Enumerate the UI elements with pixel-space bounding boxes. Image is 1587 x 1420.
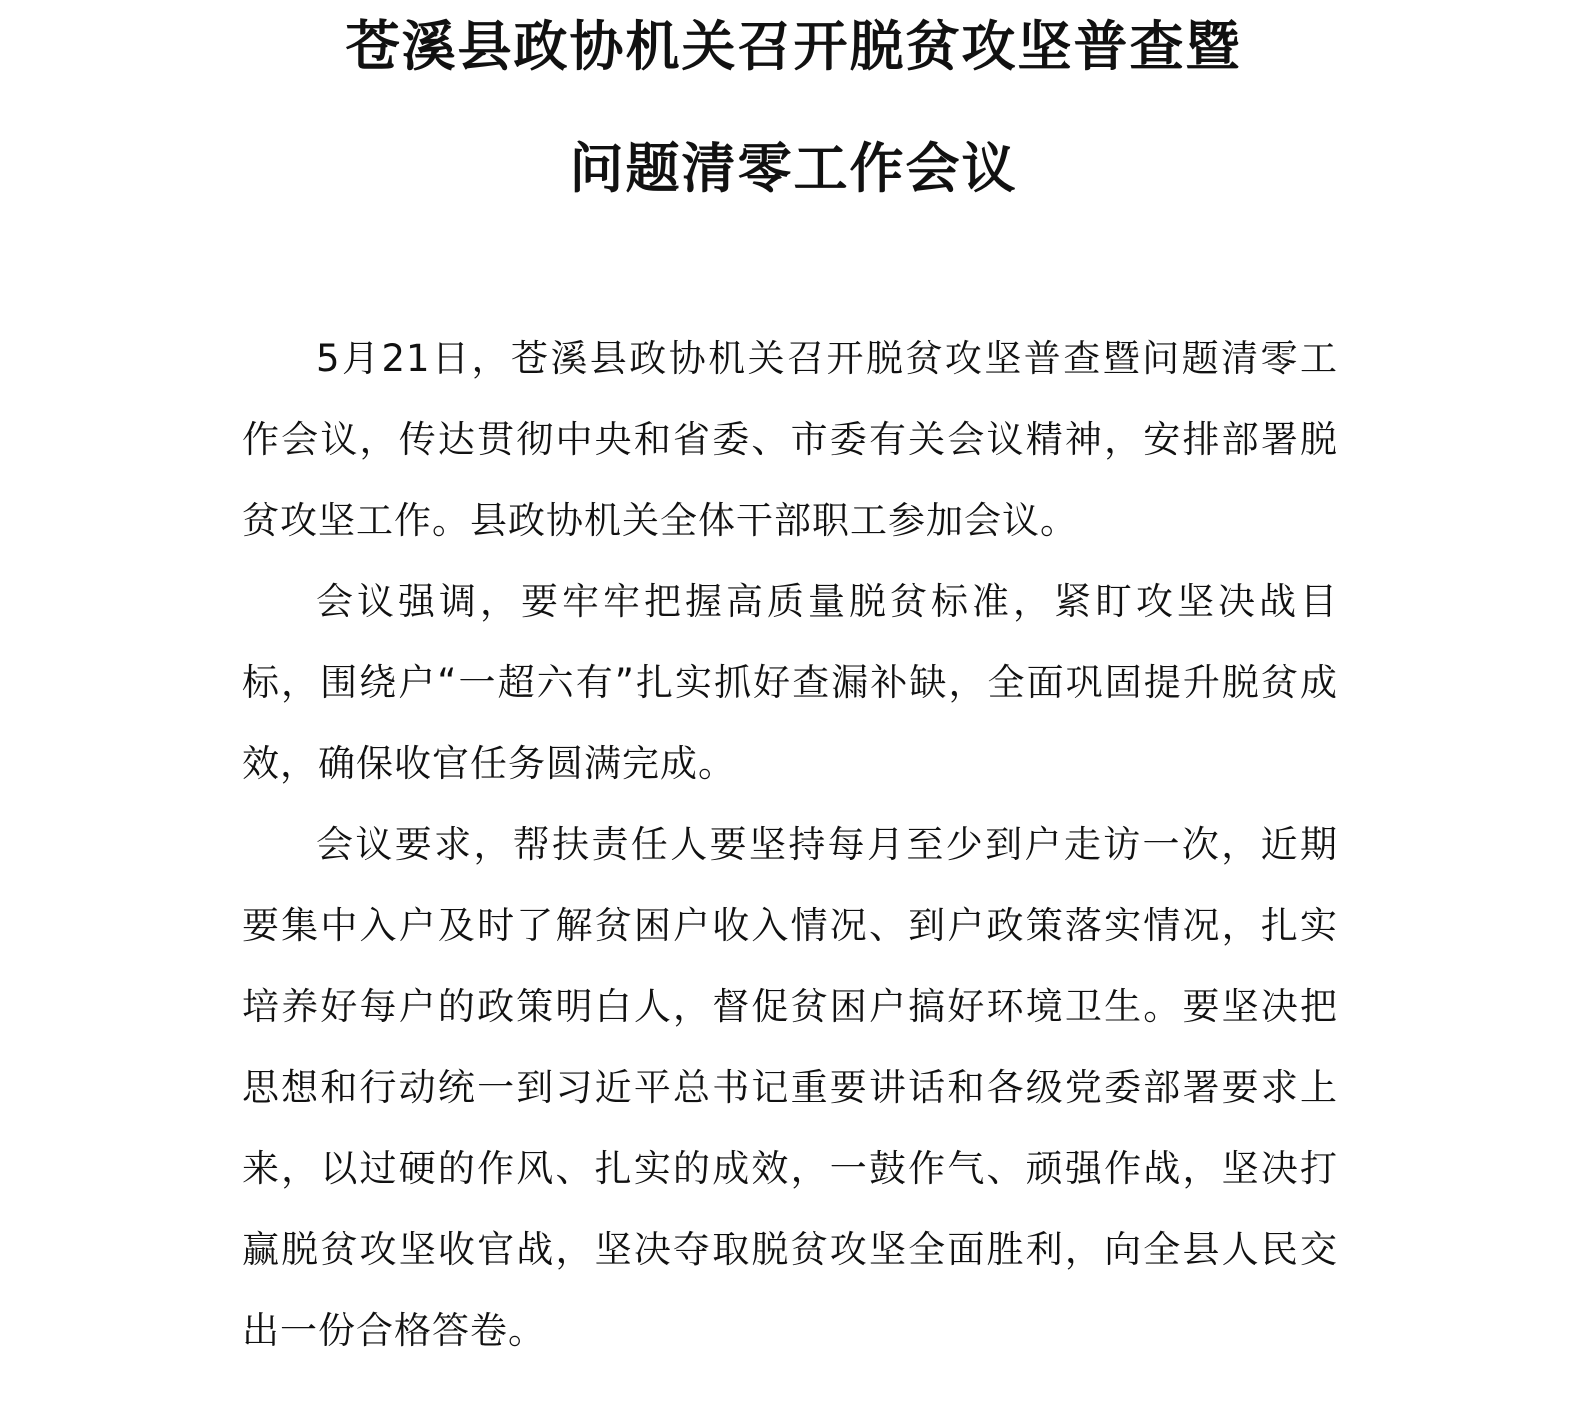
paragraph-2: 会议强调，要牢牢把握高质量脱贫标准，紧盯攻坚决战目标，围绕户“一超六有”扎实抓好查漏补缺，全面巩固提升脱贫成效，确保收官任务圆满完成。 bbox=[242, 580, 1338, 785]
paragraph-3: 会议要求，帮扶责任人要坚持每月至少到户走访一次，近期要集中入户及时了解贫困户收入情况、到户政策落实情况，扎实培养好每户的政策明白人，督促贫困户搞好环境卫生。要坚决把思想和行动统一到习近平总书记重要讲话和各级党委部署要求上来，以过硬的作风、扎实的成效，一鼓作气、顽强作战，坚决打赢脱贫攻坚收官战，坚决夺取脱贫攻坚全面胜利，向全县人民交出一份合格答卷。 bbox=[242, 823, 1338, 1352]
paragraph-1: 5月21日，苍溪县政协机关召开脱贫攻坚普查暨问题清零工作会议，传达贯彻中央和省委、市委有关会议精神，安排部署脱贫攻坚工作。县政协机关全体干部职工参加会议。 bbox=[242, 337, 1338, 542]
document-title-line-1: 苍溪县政协机关召开脱贫攻坚普查暨 bbox=[345, 14, 1242, 78]
document-body bbox=[242, 318, 1338, 1371]
document-title-line-2: 问题清零工作会议 bbox=[569, 136, 1018, 200]
